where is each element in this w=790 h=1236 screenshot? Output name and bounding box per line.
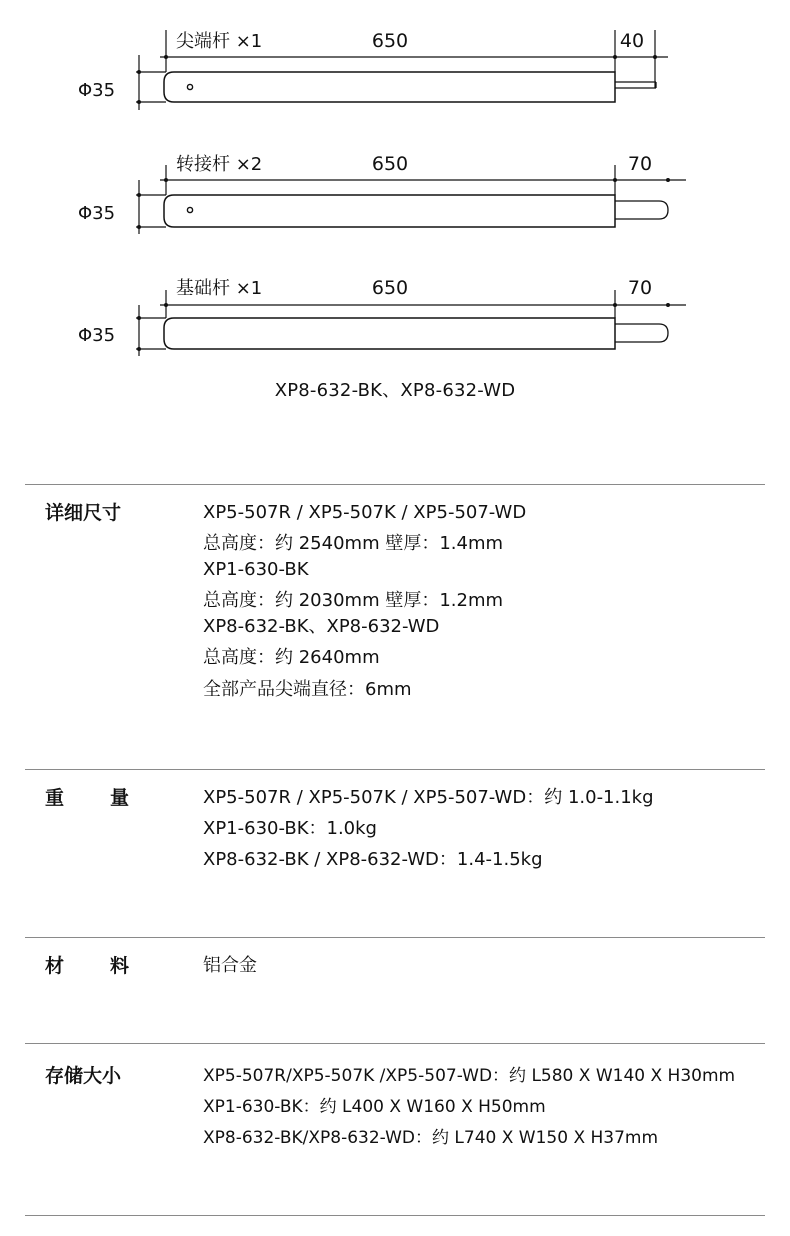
tip-rod-dim-ticks [137, 55, 657, 104]
section-label-material [45, 954, 129, 978]
adapter-rod-extension: 70 [627, 153, 653, 175]
section-divider [25, 1043, 765, 1044]
spec-line: 总高度：约 2640mm [203, 647, 380, 668]
spec-line: XP1-630-BK [203, 559, 309, 580]
section-label-dimensions: 详细尺寸 [45, 502, 122, 524]
base-rod-name: 基础杆 ×1 [176, 278, 263, 299]
tip-rod-extension: 40 [619, 30, 645, 52]
spec-line: 铝合金 [203, 955, 257, 976]
spec-line: XP8-632-BK/XP8-632-WD：约 L740 X W150 X H37mm [203, 1128, 659, 1148]
spec-line: XP1-630-BK：约 L400 X W160 X H50mm [203, 1097, 546, 1117]
tip-rod-name: 尖端杆 ×1 [176, 31, 263, 52]
base-rod-extension: 70 [627, 277, 653, 299]
section-dimensions-content [203, 500, 526, 703]
rod-dimension-diagram [0, 0, 790, 370]
section-label-char: 重 [45, 787, 65, 809]
adapter-rod-length: 650 [371, 153, 409, 175]
base-rod-diameter: Φ35 [78, 325, 116, 346]
spec-line: 总高度：约 2030mm 壁厚：1.2mm [203, 590, 504, 611]
section-material-content [203, 953, 257, 979]
tip-rod-length: 650 [371, 30, 409, 52]
adapter-rod-diameter: Φ35 [78, 203, 116, 224]
section-divider [25, 1215, 765, 1216]
adapter-rod-dim-ticks [137, 178, 670, 229]
base-rod-length: 650 [371, 277, 409, 299]
tip-rod-diameter: Φ35 [78, 80, 116, 101]
adapter-rod-name: 转接杆 ×2 [176, 154, 263, 175]
spec-line: XP8-632-BK / XP8-632-WD：1.4-1.5kg [203, 849, 543, 870]
section-divider [25, 937, 765, 938]
section-label-char: 材 [45, 955, 65, 977]
diagram-caption: XP8-632-BK、XP8-632-WD [274, 380, 516, 401]
spec-line: XP5-507R / XP5-507K / XP5-507-WD [203, 502, 527, 523]
spec-line: XP5-507R/XP5-507K /XP5-507-WD：约 L580 X W140 X H30mm [203, 1066, 736, 1086]
spec-line: XP8-632-BK、XP8-632-WD [203, 616, 440, 637]
section-label-storage: 存储大小 [45, 1065, 122, 1087]
base-rod-dim-ticks [137, 303, 670, 351]
section-divider [25, 484, 765, 485]
section-label-char: 量 [109, 787, 129, 809]
section-divider [25, 769, 765, 770]
section-label-char: 料 [109, 955, 129, 977]
spec-line: 全部产品尖端直径：6mm [203, 679, 412, 700]
base-rod-drawing [136, 290, 686, 356]
section-weight-content [203, 785, 654, 873]
spec-line: XP1-630-BK：1.0kg [203, 818, 377, 839]
spec-line: XP5-507R / XP5-507K / XP5-507-WD：约 1.0-1.1kg [203, 787, 654, 808]
section-label-weight [45, 786, 129, 810]
spec-line: 总高度：约 2540mm 壁厚：1.4mm [203, 533, 504, 554]
section-storage-content [203, 1063, 735, 1151]
adapter-rod-drawing [136, 165, 686, 234]
